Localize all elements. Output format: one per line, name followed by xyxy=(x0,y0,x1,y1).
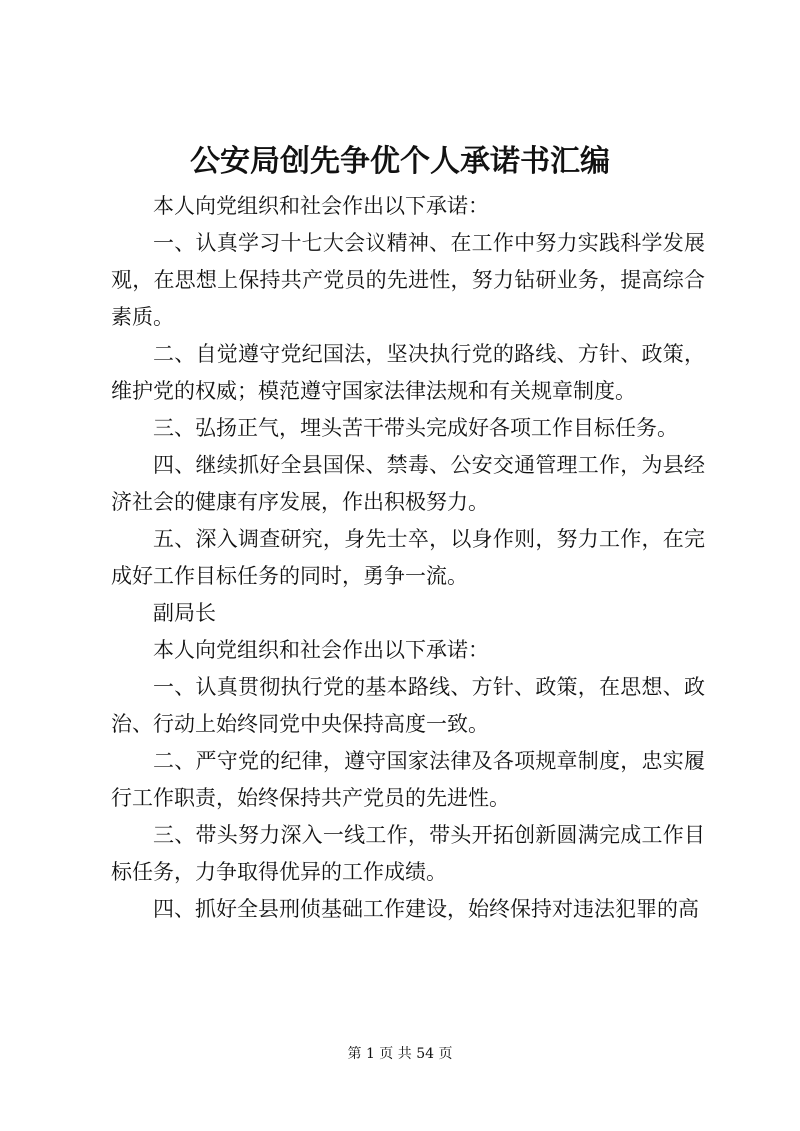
paragraph: 三、带头努力深入一线工作，带头开拓创新圆满完成工作目标任务，力争取得优异的工作成绩。 xyxy=(111,823,705,884)
paragraph: 五、深入调查研究，身先士卒，以身作则，努力工作，在完成好工作目标任务的同时，勇争一流。 xyxy=(111,527,705,588)
document-title: 公安局创先争优个人承诺书汇编 xyxy=(190,144,610,179)
page-number: 第 1 页 共 54 页 xyxy=(347,1046,453,1062)
paragraph: 本人向党组织和社会作出以下承诺： xyxy=(153,638,489,662)
paragraph: 四、继续抓好全县国保、禁毒、公安交通管理工作，为县经济社会的健康有序发展，作出积极努力。 xyxy=(111,453,705,514)
paragraph: 三、弘扬正气，埋头苦干带头完成好各项工作目标任务。 xyxy=(153,416,678,440)
paragraph: 二、自觉遵守党纪国法，坚决执行党的路线、方针、政策，维护党的权威；模范遵守国家法律法规和有关规章制度。 xyxy=(111,342,705,403)
paragraph: 四、抓好全县刑侦基础工作建设，始终保持对违法犯罪的高 xyxy=(153,897,699,921)
paragraph: 一、认真学习十七大会议精神、在工作中努力实践科学发展观，在思想上保持共产党员的先进性，努力钻研业务，提高综合素质。 xyxy=(111,231,705,329)
paragraph: 本人向党组织和社会作出以下承诺： xyxy=(153,194,489,218)
signature-role: 副局长 xyxy=(153,601,216,625)
document-body xyxy=(111,188,705,928)
paragraph: 二、严守党的纪律，遵守国家法律及各项规章制度，忠实履行工作职责，始终保持共产党员的先进性。 xyxy=(111,749,705,810)
paragraph: 一、认真贯彻执行党的基本路线、方针、政策，在思想、政治、行动上始终同党中央保持高度一致。 xyxy=(111,675,705,736)
